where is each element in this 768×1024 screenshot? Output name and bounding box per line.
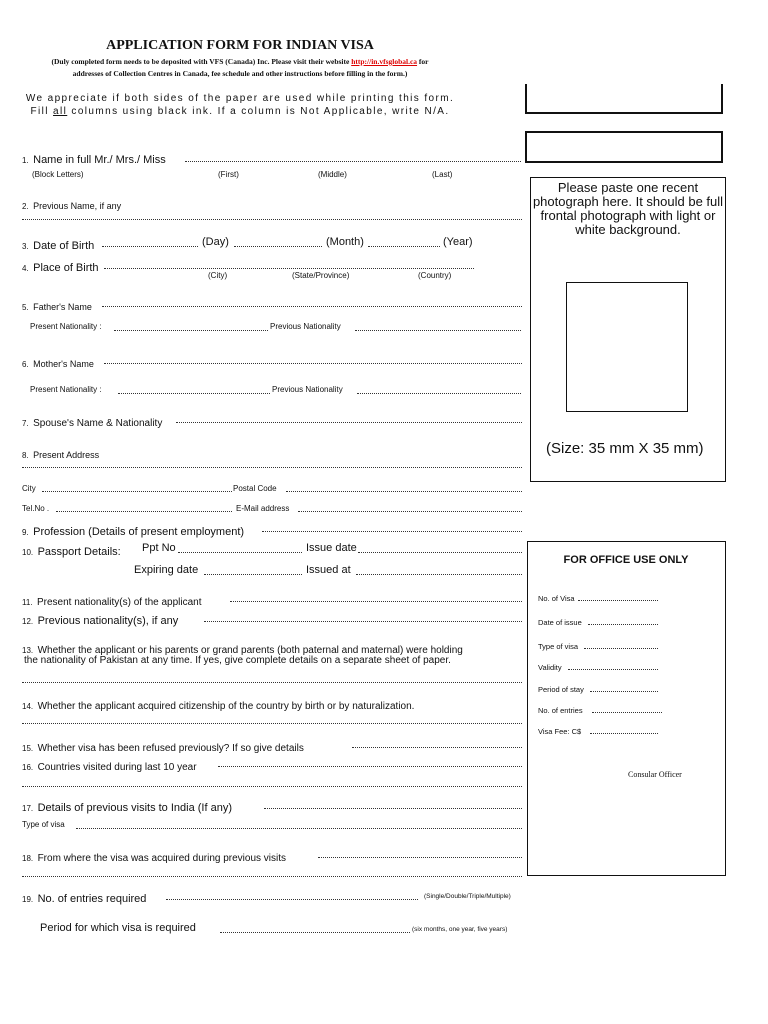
q2-label: Previous Name, if any [33,201,122,211]
q17-number: 17. [22,804,34,813]
type-of-visa-label: Type of visa [22,820,65,829]
issue-date-label: Issue date [306,542,357,554]
mother-previous-nationality-label: Previous Nationality [272,385,343,394]
photo-instructions: Please paste one recent photograph here. It should be full frontal photograph with light or white background. [532,180,724,237]
q18-row [22,848,286,866]
q17-row [22,798,232,816]
entries-options: (Single/Double/Triple/Multiple) [424,893,511,900]
q9-row [22,522,244,540]
deposit-note-line1 [0,57,480,66]
q16-row [22,757,197,775]
office-type-visa-line[interactable] [584,648,658,649]
dob-day-field[interactable] [102,246,198,247]
ink-note-all: all [53,106,68,117]
q5-number: 5. [22,303,29,312]
q19-row [22,889,146,907]
dob-year-field[interactable] [368,246,440,247]
dob-month-label: (Month) [326,236,364,248]
father-present-nationality-field[interactable] [114,330,268,331]
middle-name-hint: (Middle) [318,170,347,179]
q11-label: Present nationality(s) of the applicant [36,597,202,608]
dob-day-label: (Day) [202,236,229,248]
q17-label: Details of previous visits to India (If any) [37,802,232,814]
first-name-hint: (First) [218,170,239,179]
q3-row [22,236,94,254]
postal-code-label: Postal Code [233,484,277,493]
last-name-hint: (Last) [432,170,453,179]
q19-number: 19. [22,895,34,904]
q7-number: 7. [22,419,29,428]
office-period-stay: Period of stay [538,685,584,694]
q2-row [22,196,121,214]
office-date-issue: Date of issue [538,618,582,627]
q1-row [22,150,166,168]
father-present-nationality-label: Present Nationality : [30,322,102,331]
reference-box[interactable] [525,84,723,114]
q12-label: Previous nationality(s), if any [37,615,179,627]
pakistan-details-field[interactable] [22,682,522,683]
spouse-name-field[interactable] [176,422,522,423]
q7-label: Spouse's Name & Nationality [33,418,163,429]
mother-name-field[interactable] [104,363,522,364]
q7-row [22,413,162,431]
office-no-entries: No. of entries [538,706,583,715]
father-previous-nationality-label: Previous Nationality [270,322,341,331]
q10-number: 10. [22,548,34,557]
q18-number: 18. [22,854,34,863]
print-note: We appreciate if both sides of the paper are used while printing this form. [25,93,455,104]
consular-officer: Consular Officer [628,770,682,779]
office-period-stay-line[interactable] [590,691,658,692]
pob-state-hint: (State/Province) [292,271,350,280]
form-title: APPLICATION FORM FOR INDIAN VISA [106,38,374,53]
visa-refused-field[interactable] [352,747,522,748]
city-field[interactable] [42,491,232,492]
postal-code-field[interactable] [286,491,522,492]
dob-year-label: (Year) [443,236,473,248]
father-name-field[interactable] [102,306,522,307]
q6-row [22,354,94,372]
q9-number: 9. [22,528,29,537]
vfs-website-link[interactable]: http://in.vfsglobal.ca [351,57,418,66]
photo-paste-box[interactable] [566,282,688,412]
q8-number: 8. [22,451,29,460]
email-field[interactable] [298,511,522,512]
previous-name-field[interactable] [22,219,522,220]
q6-label: Mother's Name [33,359,94,369]
q11-row [22,592,202,610]
ppt-no-label: Ppt No [142,542,176,554]
ink-note [0,106,480,117]
expiring-date-label: Expiring date [134,564,199,576]
q10-row [22,542,121,560]
office-visa-fee: Visa Fee: C$ [538,727,582,736]
dob-month-field[interactable] [234,246,322,247]
q1-number: 1. [22,156,29,165]
q4-number: 4. [22,264,29,273]
q8-row [22,445,99,463]
q1-label: Name in full Mr./ Mrs./ Miss [33,154,166,166]
office-date-issue-line[interactable] [588,624,658,625]
q3-number: 3. [22,242,29,251]
city-label: City [22,484,36,493]
block-letters-hint: (Block Letters) [32,170,84,179]
pob-city-hint: (City) [208,271,228,280]
email-label: E-Mail address [236,504,290,513]
q14-number: 14. [22,702,34,711]
tel-label: Tel.No . [22,504,50,513]
present-nationality-field[interactable] [230,601,522,602]
previous-visits-field[interactable] [264,808,522,809]
type-of-visa-field[interactable] [76,828,522,829]
issued-at-label: Issued at [306,564,351,576]
q10-label: Passport Details: [37,546,121,558]
q3-label: Date of Birth [33,240,95,252]
office-no-visa-line[interactable] [578,600,658,601]
q4-row [22,258,99,276]
office-use-title: FOR OFFICE USE ONLY [563,554,689,566]
q16-number: 16. [22,763,34,772]
office-validity-line[interactable] [568,669,658,670]
entries-required-field[interactable] [166,899,418,900]
issued-at-field[interactable] [356,574,522,575]
application-number-box[interactable] [525,131,723,163]
q9-label: Profession (Details of present employment) [33,526,245,538]
q14-row [22,696,414,714]
place-of-birth-field[interactable] [104,268,474,269]
office-no-visa: No. of Visa [538,594,575,603]
visa-acquired-field[interactable] [318,857,522,858]
q18-label: From where the visa was acquired during previous visits [37,853,287,864]
photo-size: (Size: 35 mm X 35 mm) [546,440,704,457]
issue-date-field[interactable] [358,552,522,553]
countries-visited-field[interactable] [218,766,522,767]
q15-number: 15. [22,744,34,753]
q5-label: Father's Name [33,302,92,312]
period-options: (six months, one year, five years) [412,926,508,933]
q5-row [22,297,92,315]
q13-line2: the nationality of Pakistan at any time. If yes, give complete details on a separate sheet of paper. [24,655,451,666]
citizenship-field[interactable] [22,723,522,724]
q19-label: No. of entries required [37,893,147,905]
father-previous-nationality-field[interactable] [355,330,521,331]
q4-label: Place of Birth [33,262,99,274]
deposit-note-text: (Duly completed form needs to be deposited with VFS (Canada) Inc. Please visit their website [51,57,352,66]
previous-nationality-field[interactable] [204,621,522,622]
countries-visited-field-2[interactable] [22,786,522,787]
q11-number: 11. [22,598,33,607]
q2-number: 2. [22,202,29,211]
ink-note-post: columns using black ink. If a column is Not Applicable, write N/A. [67,106,450,117]
q16-label: Countries visited during last 10 year [37,762,197,773]
address-field[interactable] [22,467,522,468]
q8-label: Present Address [33,450,100,460]
office-visa-fee-line[interactable] [590,733,658,734]
pob-country-hint: (Country) [418,271,452,280]
mother-previous-nationality-field[interactable] [357,393,521,394]
period-field[interactable] [220,932,410,933]
q12-row [22,611,178,629]
q14-label: Whether the applicant acquired citizenship of the country by birth or by naturalization. [37,701,415,712]
q6-number: 6. [22,360,29,369]
q13-line1: Whether the applicant or his parents or grand parents (both paternal and maternal) were holding [37,645,463,656]
full-name-field[interactable] [185,161,521,162]
visa-acquired-field-2[interactable] [22,876,522,877]
expiring-date-field[interactable] [204,574,302,575]
office-validity: Validity [538,663,562,672]
office-no-entries-line[interactable] [592,712,662,713]
mother-present-nationality-field[interactable] [118,393,270,394]
q15-row [22,738,304,756]
mother-present-nationality-label: Present Nationality : [30,385,102,394]
tel-field[interactable] [56,511,232,512]
period-label: Period for which visa is required [40,922,196,934]
q15-label: Whether visa has been refused previously? If so give details [37,743,304,754]
office-type-visa: Type of visa [538,642,579,651]
q13-number: 13. [22,646,34,655]
profession-field[interactable] [262,531,522,532]
deposit-note-line2: addresses of Collection Centres in Canada, fee schedule and other instructions before filling in the form.) [72,69,408,78]
deposit-note-for: for [417,57,429,66]
q12-number: 12. [22,617,34,626]
ink-note-pre: Fill [30,106,54,117]
ppt-no-field[interactable] [178,552,302,553]
